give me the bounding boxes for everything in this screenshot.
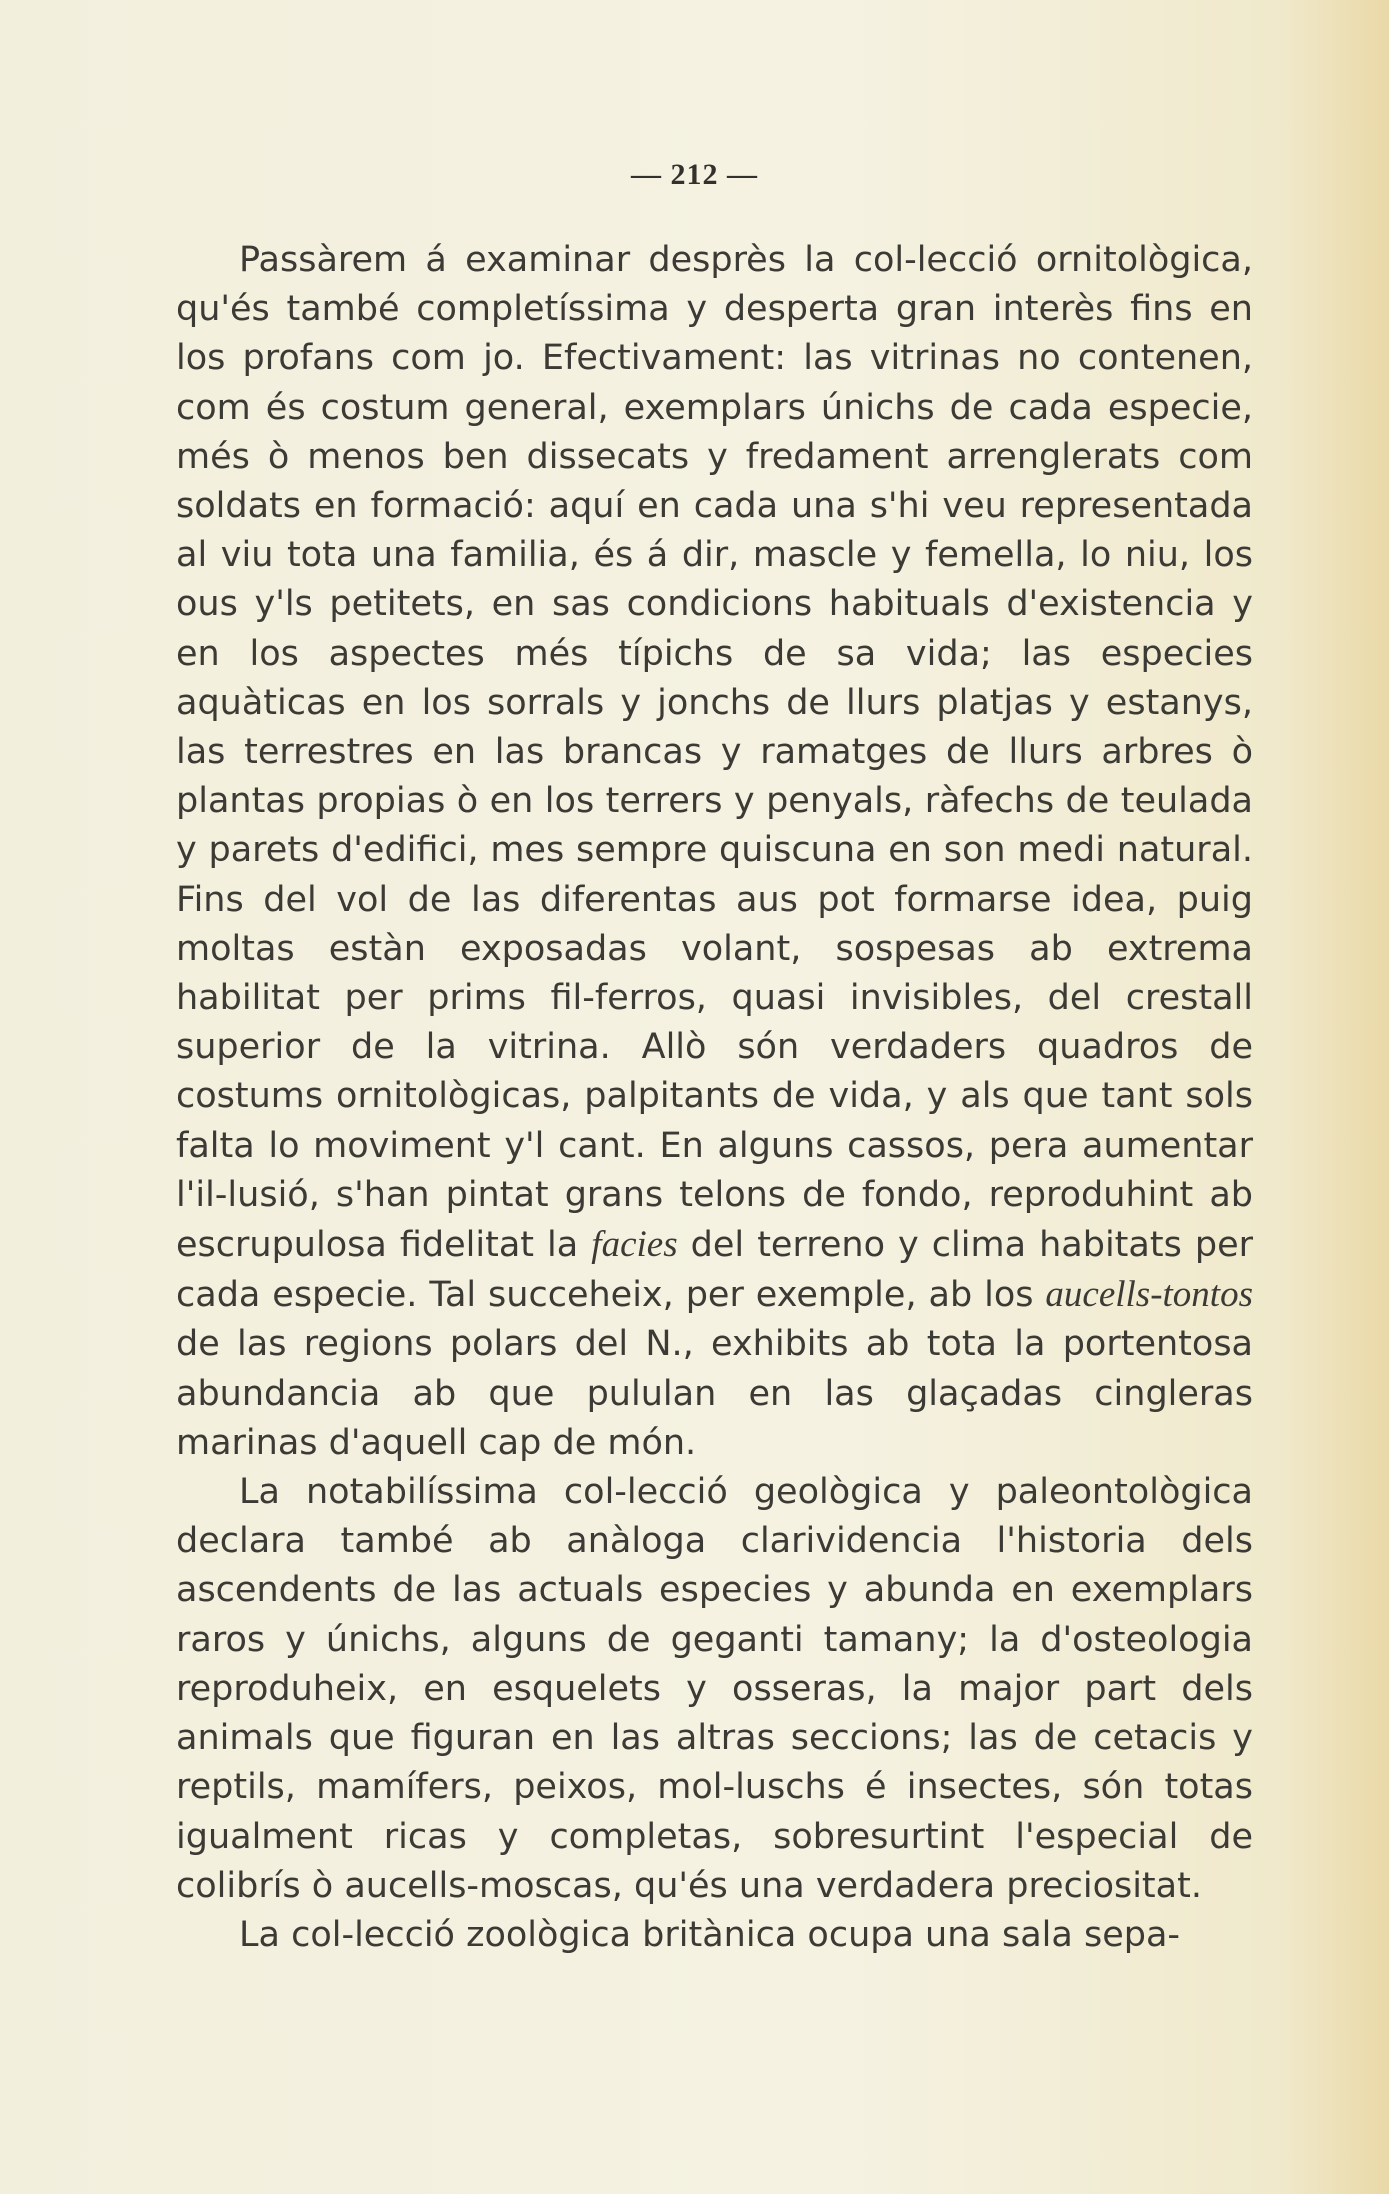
paragraph-text: Passàrem á examinar desprès la col-lecció ornitològica, qu'és també completíssima y desperta gran interès fins en los profans com jo. Efectivament: las vitrinas no contenen, com és costum general, exemplars únichs de cada especie, més ò menos ben dissecats y fredament arrenglerats com soldats en formació: aquí en cada una s'hi veu representada al viu tota una familia, és á dir, mascle y femella, lo niu, los ous y'ls petitets, en sas condicions habituals d'existencia y en los aspectes més típichs de sa vida; las especies aquàticas en los sorrals y jonchs de llurs platjas y estanys, las terrestres en las brancas y ramatges de llurs arbres ò plantas propias ò en los terrers y penyals, ràfechs de teulada y parets d'edifici, mes sempre quiscuna en son medi natural. Fins del vol de las diferentas aus pot formarse idea, puig moltas estàn exposadas volant, sospesas ab extrema habilitat per prims fil-ferros, quasi invisibles, del crestall superior de la vitrina. Allò són verdaders quadros de costums ornitològicas, palpitants de vida, y als que tant sols falta lo moviment y'l cant. En alguns cassos, pera aumentar l'il-lusió, s'han pintat grans telons de fondo, reproduhint ab escrupulosa fidelitat la [176,240,1253,1266]
page-number: — 212 — [631,158,758,191]
paragraph-text: de las regions polars del N., exhibits ab tota la portentosa abundancia ab que pululan en las glaçadas cingleras marinas d'aquell cap de món. [176,1324,1253,1463]
paragraph-ornithology [176,236,1253,1468]
paragraph-zoology [176,1911,1253,1960]
italic-term: facies [591,1224,678,1266]
paragraph-text: La col-lecció zoològica britànica ocupa una sala sepa- [239,1914,1181,1955]
italic-term: aucells-tontos [1045,1274,1253,1316]
paragraph-geology [176,1468,1253,1911]
body-text [176,236,1253,1960]
paragraph-text: La notabilíssima col-lecció geològica y paleontològica declara també ab anàloga clarividencia l'historia dels ascendents de las actuals especies y abunda en exemplars raros y únichs, alguns de geganti tamany; la d'osteologia reproduheix, en esquelets y osseras, la major part dels animals que figuran en las altras seccions; las de cetacis y reptils, mamífers, peixos, mol-luschs é insectes, són totas igualment ricas y completas, sobresurtint l'especial de colibrís ò aucells-moscas, qu'és una verdadera preciositat. [176,1472,1253,1906]
paragraph-text: del terreno y clima habitats per cada especie. Tal succeheix, per exemple, ab los [176,1225,1253,1316]
